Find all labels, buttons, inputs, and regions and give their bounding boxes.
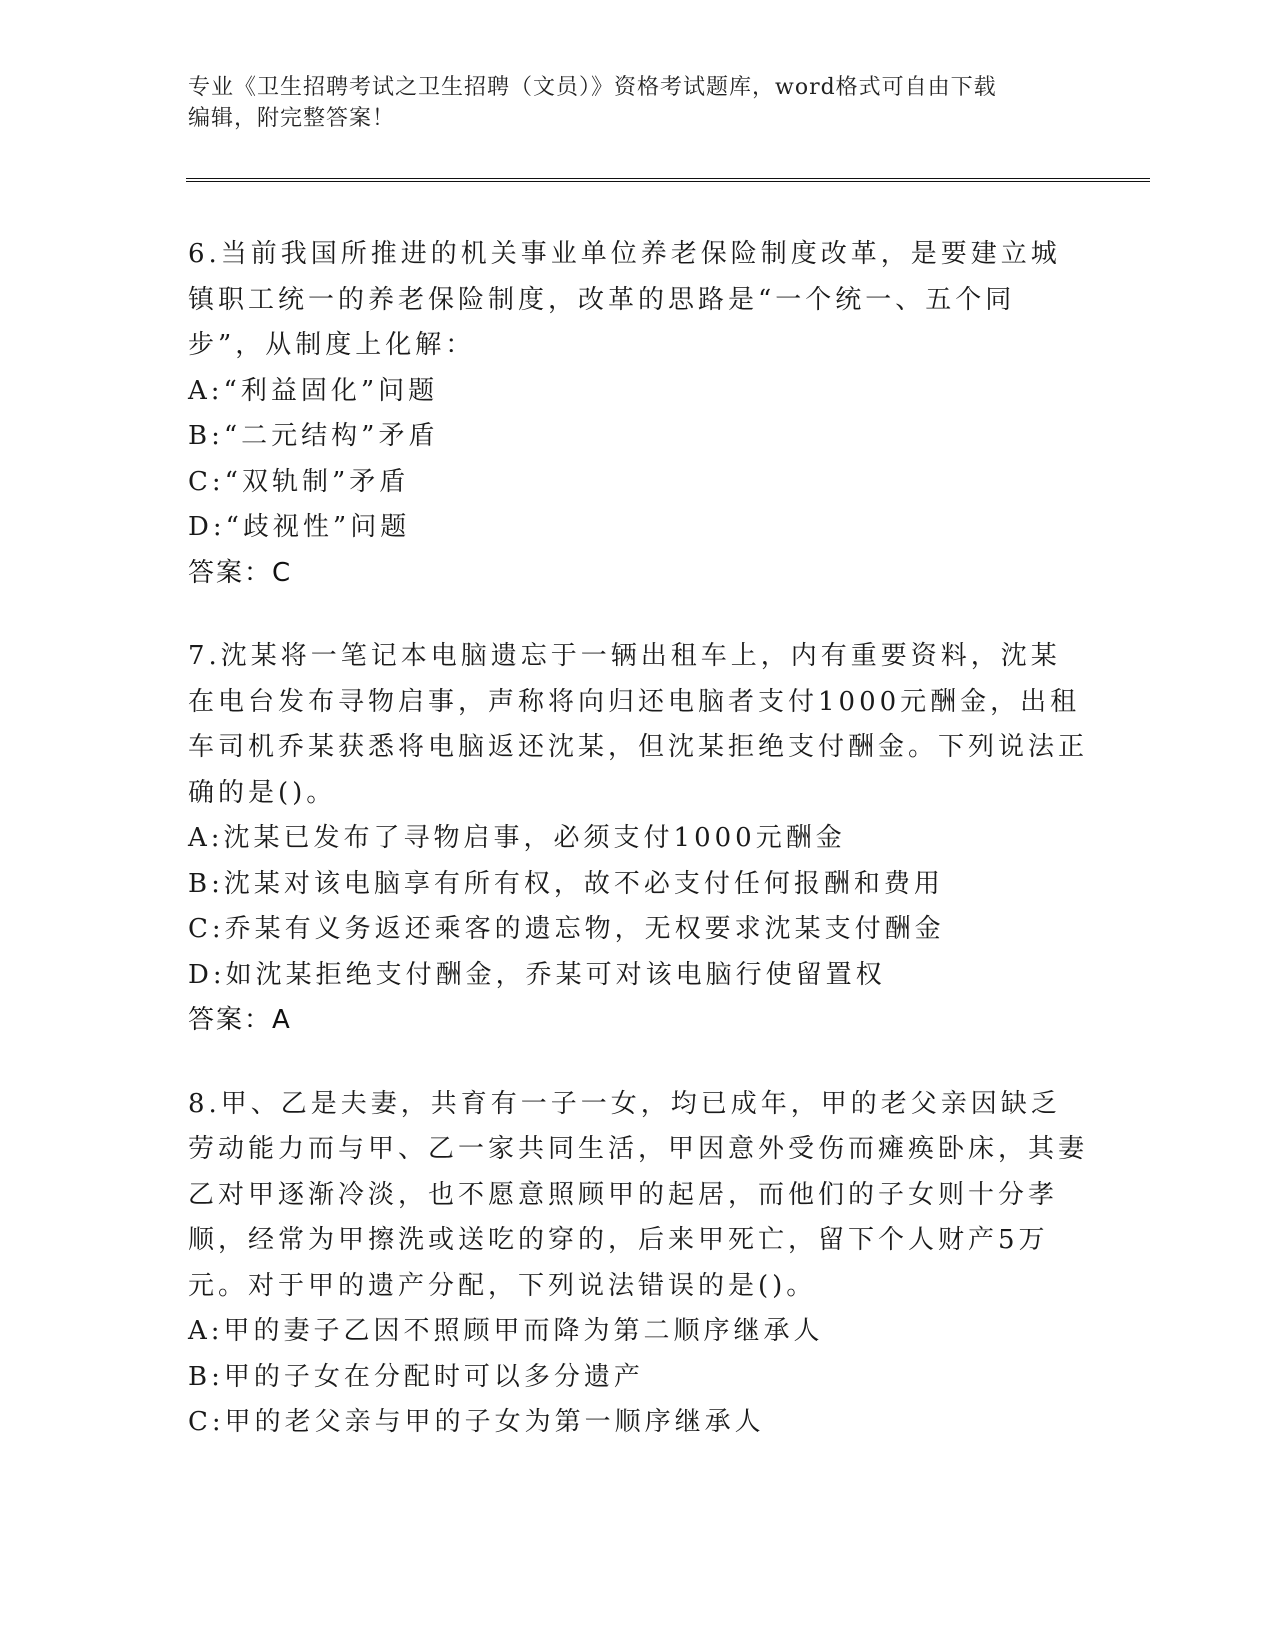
question-6	[188, 232, 1088, 596]
option-b: B:“二元结构”矛盾	[188, 421, 439, 451]
document-header	[188, 72, 1088, 134]
header-divider	[186, 178, 1150, 182]
option-c: C:“双轨制”矛盾	[188, 466, 410, 497]
option-d: D:如沈某拒绝支付酬金，乔某可对该电脑行使留置权	[188, 959, 886, 990]
question-list	[188, 232, 1088, 1484]
option-c: C:乔某有义务返还乘客的遗忘物，无权要求沈某支付酬金	[188, 914, 945, 944]
answer: 答案：C	[188, 557, 293, 588]
option-b: B:沈某对该电脑享有所有权，故不必支付任何报酬和费用	[188, 868, 944, 899]
option-a: A:甲的妻子乙因不照顾甲而降为第二顺序继承人	[188, 1316, 824, 1346]
question-7	[188, 634, 1088, 1044]
option-a: A:沈某已发布了寻物启事，必须支付1000元酬金	[188, 823, 846, 853]
answer: 答案：A	[188, 1005, 292, 1035]
header-line-2: 编辑，附完整答案！	[188, 106, 396, 131]
header-line-1: 专业《卫生招聘考试之卫生招聘（文员）》资格考试题库，word格式可自由下载	[188, 75, 997, 100]
option-a: A:“利益固化”问题	[188, 375, 439, 406]
option-b: B:甲的子女在分配时可以多分遗产	[188, 1361, 644, 1392]
question-8	[188, 1082, 1088, 1446]
question-stem: 6.当前我国所推进的机关事业单位养老保险制度改革，是要建立城镇职工统一的养老保险制度，改革的思路是“一个统一、五个同步”，从制度上化解：	[188, 239, 1061, 360]
option-c: C:甲的老父亲与甲的子女为第一顺序继承人	[188, 1407, 765, 1437]
question-stem: 8.甲、乙是夫妻，共育有一子一女，均已成年，甲的老父亲因缺乏劳动能力而与甲、乙一家共同生活，甲因意外受伤而瘫痪卧床，其妻乙对甲逐渐冷淡，也不愿意照顾甲的起居，而他们的子女则十分孝顺，经常为甲擦洗或送吃的穿的，后来甲死亡，留下个人财产5万元。对于甲的遗产分配，下列说法错误的是()。	[188, 1088, 1089, 1301]
question-stem: 7.沈某将一笔记本电脑遗忘于一辆出租车上，内有重要资料，沈某在电台发布寻物启事，声称将向归还电脑者支付1000元酬金，出租车司机乔某获悉将电脑返还沈某，但沈某拒绝支付酬金。下列说法正确的是()。	[188, 641, 1089, 808]
option-d: D:“歧视性”问题	[188, 512, 411, 542]
